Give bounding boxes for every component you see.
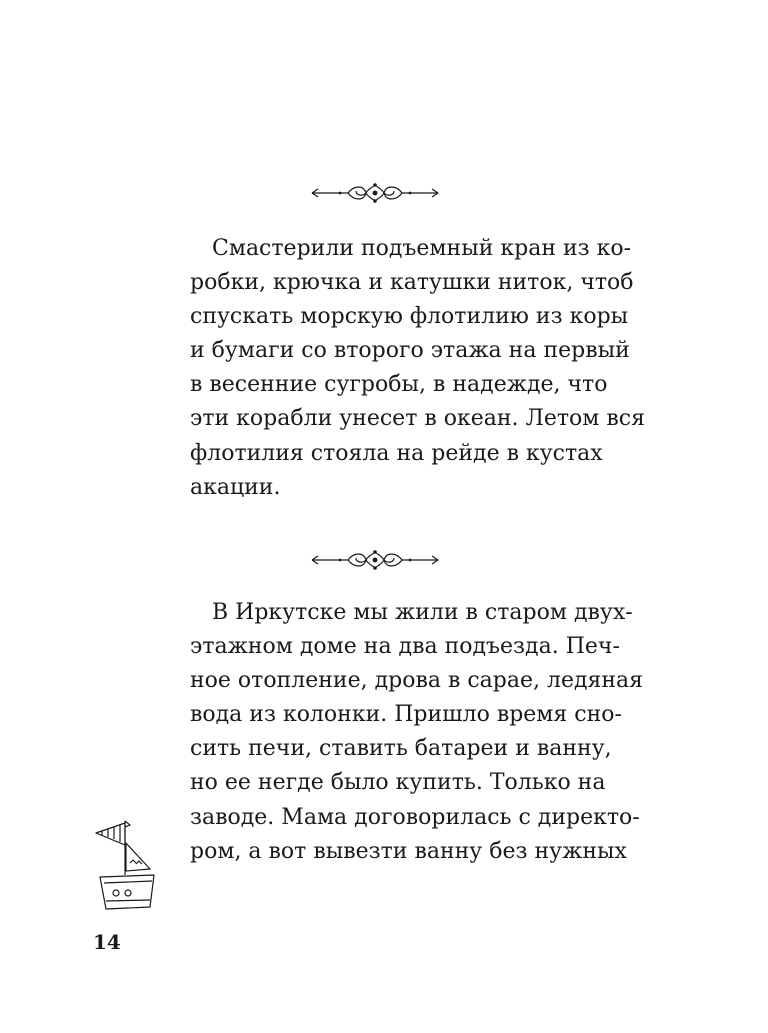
flourish-divider-icon [310,547,440,573]
text-line: ром, а вот вывезти ванну без нужных [190,838,627,864]
text-line: этажном доме на два подъезда. Печ- [190,634,620,660]
text-line: но ее негде было купить. Только на [190,770,606,796]
text-line: флотилия стояла на рейде в кустах [190,440,603,466]
text-line: В Иркутске мы жили в старом двух- [190,600,633,625]
flourish-divider-icon [310,180,440,206]
text-line: Смастерили подъемный кран из ко- [190,236,632,261]
paragraph-2 [190,596,644,869]
text-line: вода из колонки. Пришло время сно- [190,702,622,728]
text-line: спускать морскую флотилию из коры [190,304,629,330]
text-line: заводе. Мама договорилась с директо- [190,804,640,830]
text-line: эти корабли унесет в океан. Летом вся [190,406,645,432]
paragraph-1 [190,232,645,505]
text-line: акации. [190,474,281,500]
sailboat-doodle-icon [92,815,162,915]
text-line: и бумаги со второго этажа на первый [190,338,630,364]
text-line: ное отопление, дрова в сарае, ледяная [190,668,644,694]
page-number: 14 [93,930,121,954]
text-line: в весенние сугробы, в надежде, что [190,372,608,398]
text-line: робки, крючка и катушки ниток, чтоб [190,270,634,296]
text-line: сить печи, ставить батареи и ванну, [190,736,612,762]
